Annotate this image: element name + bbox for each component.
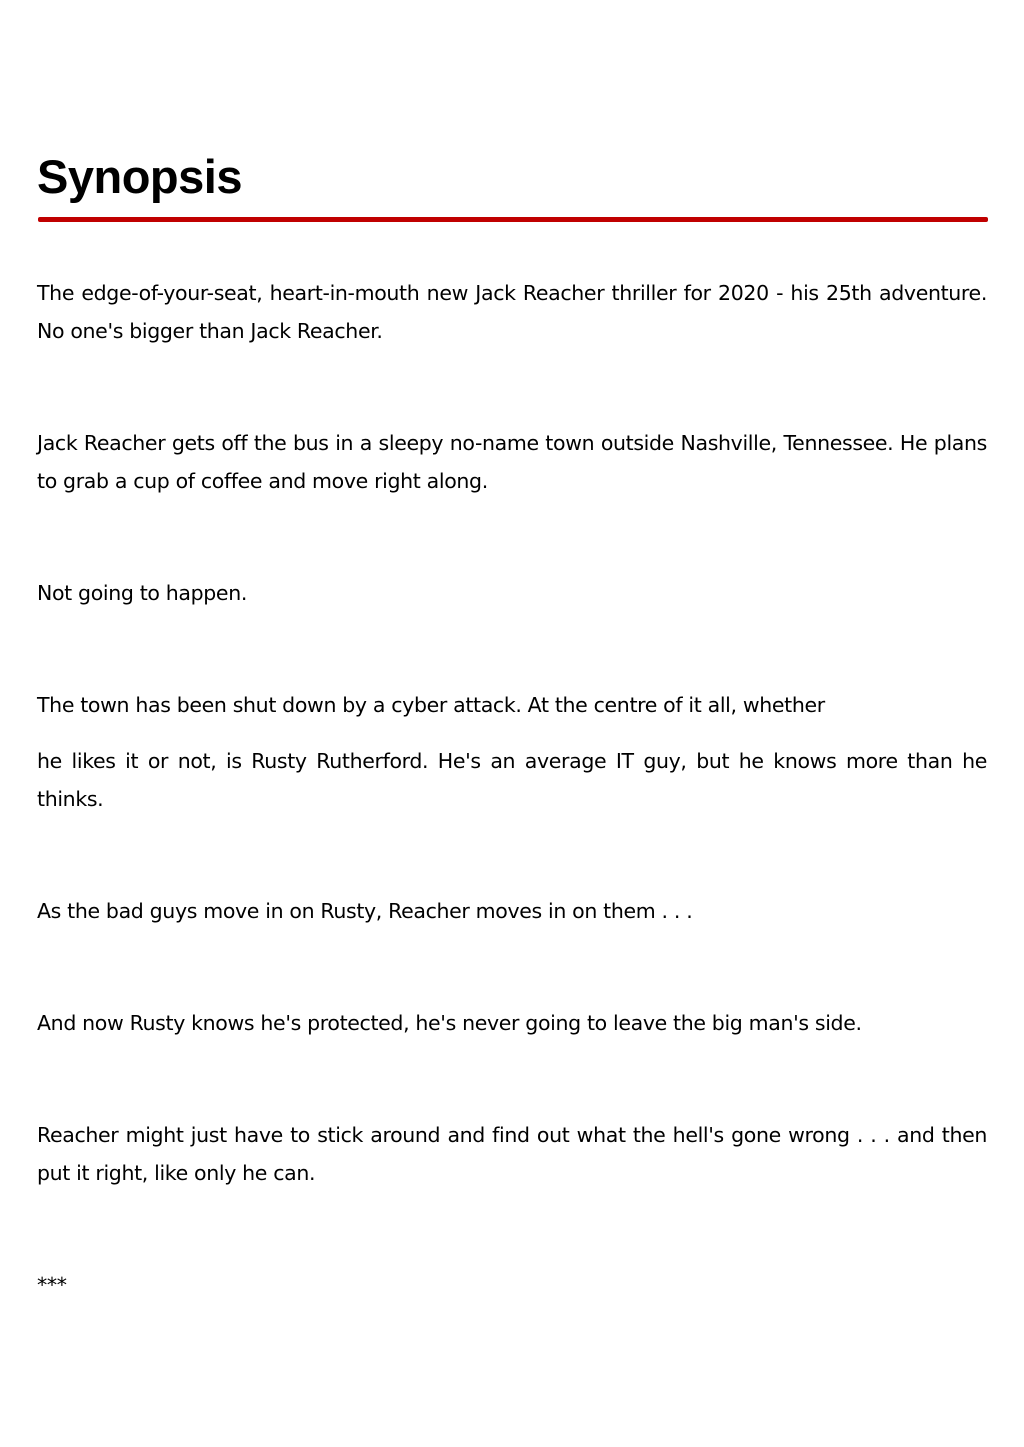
paragraph-intro: The edge-of-your-seat, heart-in-mouth new Jack Reacher thriller for 2020 - his 25th adventure. No one's bigger than Jack Reacher. — [37, 281, 987, 343]
paragraph-rusty: he likes it or not, is Rusty Rutherford. He's an average IT guy, but he knows more than he thinks. — [37, 749, 987, 811]
paragraph-bad-guys: As the bad guys move in on Rusty, Reacher moves in on them . . . — [37, 899, 693, 923]
section-break-asterisks: *** — [37, 1273, 67, 1297]
page-title: Synopsis — [37, 150, 242, 203]
title-underline-rule — [38, 217, 988, 222]
paragraph-not-going: Not going to happen. — [37, 581, 248, 605]
paragraph-cyber-attack: The town has been shut down by a cyber attack. At the centre of it all, whether — [37, 693, 825, 717]
paragraph-protected: And now Rusty knows he's protected, he's never going to leave the big man's side. — [37, 1011, 862, 1035]
paragraph-stick-around: Reacher might just have to stick around and find out what the hell's gone wrong . . . and then put it right, like only he can. — [37, 1123, 987, 1185]
paragraph-arrival: Jack Reacher gets off the bus in a sleepy no-name town outside Nashville, Tennessee. He plans to grab a cup of coffee and move right along. — [37, 431, 987, 493]
